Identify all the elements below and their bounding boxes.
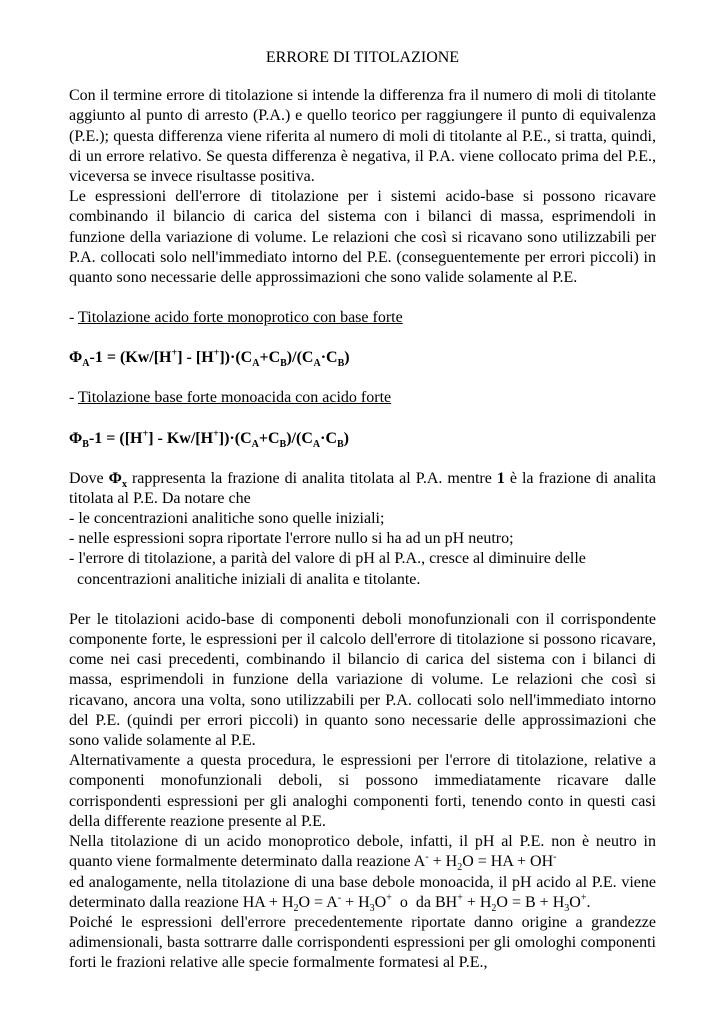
subscript: x: [121, 478, 127, 490]
subscript: B: [82, 438, 89, 450]
text-part: Dove: [69, 469, 109, 487]
subscript: B: [279, 438, 287, 450]
superscript: -: [337, 892, 342, 904]
heading-prefix: -: [69, 389, 79, 407]
superscript: +: [580, 892, 587, 904]
text-part: O = A: [298, 893, 338, 911]
list-item: - nelle espressioni sopra riportate l'errore nullo si ha ad un pH neutro;: [69, 530, 514, 548]
formula-part: ): [344, 349, 350, 367]
text-part: Nella titolazione di un acido monoprotico debole, infatti, il pH al P.E. non è neutro in quanto viene formalmente determinato dalla reazione A: [69, 833, 656, 871]
text-part: O = HA + OH: [462, 853, 554, 871]
text-part: rappresenta la frazione di analita titolata al P.A. mentre: [126, 469, 497, 487]
text-part: O: [569, 893, 581, 911]
formula-part: -1 = (Kw/[H: [89, 349, 172, 367]
formula-part: ])·(C: [218, 429, 252, 447]
superscript: +: [142, 428, 149, 440]
formula-part: ·C: [320, 429, 337, 447]
subscript: 2: [293, 902, 299, 914]
subscript: A: [82, 358, 90, 370]
paragraph-weak-components: Per le titolazioni acido-base di componenti deboli monofunzionali con il corrispondente componente forte, le espressioni per il calcolo dell'errore di titolazione si possono ricavare, come nei casi precedenti, combinando il bilancio di carica del sistema con i bilanci di massa, esprimendoli in funzione della variazione di volume. Le relazioni che così si ricavano, ancora una volta, sono utilizzabili per P.A. collocati solo nell'immediato intorno del P.E. (quindi per errori piccoli) in quanto sono necessarie delle approssimazioni che sono valide solamente al P.E.: [69, 610, 656, 750]
subscript: B: [280, 358, 287, 370]
text-part: O: [374, 893, 387, 911]
paragraph-conclusion: Poiché le espressioni dell'errore precedentemente riportate danno origine a grandezze adimensionali, basta sottrarre dalle corrispondenti espressioni per gli omologhi componenti forti le frazioni relative alle specie formalmente formatesi al P.E.,: [69, 913, 656, 972]
formula-part: ] - Kw/[H: [148, 429, 214, 447]
document-title: ERRORE DI TITOLAZIONE: [265, 49, 460, 66]
paragraph-weak-base: [69, 873, 656, 913]
heading-text: Titolazione acido forte monoprotico con base forte: [78, 309, 403, 327]
text-part: .: [586, 893, 591, 911]
phi-symbol: Φ: [69, 429, 83, 447]
document-page: [69, 48, 656, 974]
text-part: ed analogamente, nella titolazione di una base debole monoacida, il pH acido al P.E. viene determinato dalla reazione HA + H: [69, 873, 656, 911]
text-part: O = B + H: [496, 893, 565, 911]
list-item-continuation: concentrazioni analitiche iniziali di analita e titolante.: [77, 570, 421, 588]
list-item: - le concentrazioni analitiche sono quelle iniziali;: [69, 510, 385, 528]
formula-part: ])·(C: [219, 349, 253, 367]
formula-phi-b: [69, 429, 656, 449]
formula-part: )/(C: [286, 349, 314, 367]
heading-prefix: -: [69, 309, 79, 327]
subscript: 2: [491, 902, 497, 914]
paragraph-definition: Con il termine errore di titolazione si intende la differenza fra il numero di moli di titolante aggiunto al punto di arresto (P.A.) e quello teorico per raggiungere il punto di equivalenza (P.E.); questa differenza viene riferita al numero di moli di titolante al P.E., si tratta, quindi, di un errore relativo. Se questa differenza è negativa, il P.A. viene collocato prima del P.E., viceversa se invece risultasse positiva.: [69, 87, 656, 186]
text-part: è la frazione di analita titolata al P.E. Da notare che: [69, 469, 657, 507]
paragraph-alternative: Alternativamente a questa procedura, le espressioni per l'errore di titolazione, relative a componenti monofunzionali deboli, si possono immediatamente ricavare dalle corrispondenti espressioni per gli analoghi componenti forti, tenendo conto in questi casi della differente reazione presente al P.E.: [69, 752, 656, 830]
superscript: +: [171, 348, 178, 360]
subscript: A: [313, 358, 321, 370]
text-part: o da BH: [391, 893, 458, 911]
text-part: + H: [462, 893, 492, 911]
formula-part: +C: [258, 429, 280, 447]
heading-text: Titolazione base forte monoacida con acido forte: [78, 389, 392, 407]
subscript: 3: [564, 902, 570, 914]
phi-symbol: Φ: [108, 469, 122, 487]
subscript: B: [337, 358, 345, 370]
superscript: +: [213, 348, 220, 360]
subscript: A: [312, 438, 321, 450]
subscript: A: [252, 358, 260, 370]
formula-part: ·C: [320, 349, 338, 367]
subscript: 3: [369, 902, 375, 914]
formula-part: ): [343, 429, 349, 447]
formula-part: )/(C: [286, 429, 313, 447]
bold-one: 1: [496, 469, 505, 487]
formula-part: ] - [H: [177, 349, 214, 367]
list-item: - l'errore di titolazione, a parità del valore di pH al P.A., cresce al diminuire delle: [69, 550, 586, 568]
paragraph-dove: [69, 469, 656, 509]
spacer: [69, 368, 656, 388]
superscript: +: [457, 892, 463, 904]
subscript: A: [251, 438, 259, 450]
spacer: [69, 288, 656, 308]
paragraph-weak-acid: [69, 832, 656, 872]
text-part: + H: [341, 893, 370, 911]
formula-part: -1 = ([H: [88, 429, 143, 447]
spacer: [69, 328, 656, 348]
spacer: [69, 590, 656, 610]
formula-part: +C: [259, 349, 281, 367]
heading-strong-acid: [69, 308, 656, 328]
superscript: -: [425, 851, 429, 863]
subscript: B: [337, 438, 344, 450]
superscript: +: [386, 892, 392, 904]
phi-symbol: Φ: [69, 349, 83, 367]
superscript: -: [553, 851, 557, 863]
spacer: [69, 449, 656, 469]
subscript: 2: [457, 862, 463, 874]
text-part: + H: [428, 853, 458, 871]
paragraph-expressions: Le espressioni dell'errore di titolazione per i sistemi acido-base si possono ricavare combinando il bilancio di carica del sistema con i bilanci di massa, esprimendoli in funzione della variazione di volume. Le relazioni che così si ricavano sono utilizzabili per P.A. collocati solo nell'immediato intorno del P.E. (conseguentemente per errori piccoli) in quanto sono necessarie delle approssimazioni che sono valide solamente al P.E.: [69, 188, 656, 287]
heading-strong-base: [69, 388, 656, 408]
formula-phi-a: [69, 348, 656, 368]
spacer: [69, 409, 656, 429]
superscript: +: [213, 428, 219, 440]
